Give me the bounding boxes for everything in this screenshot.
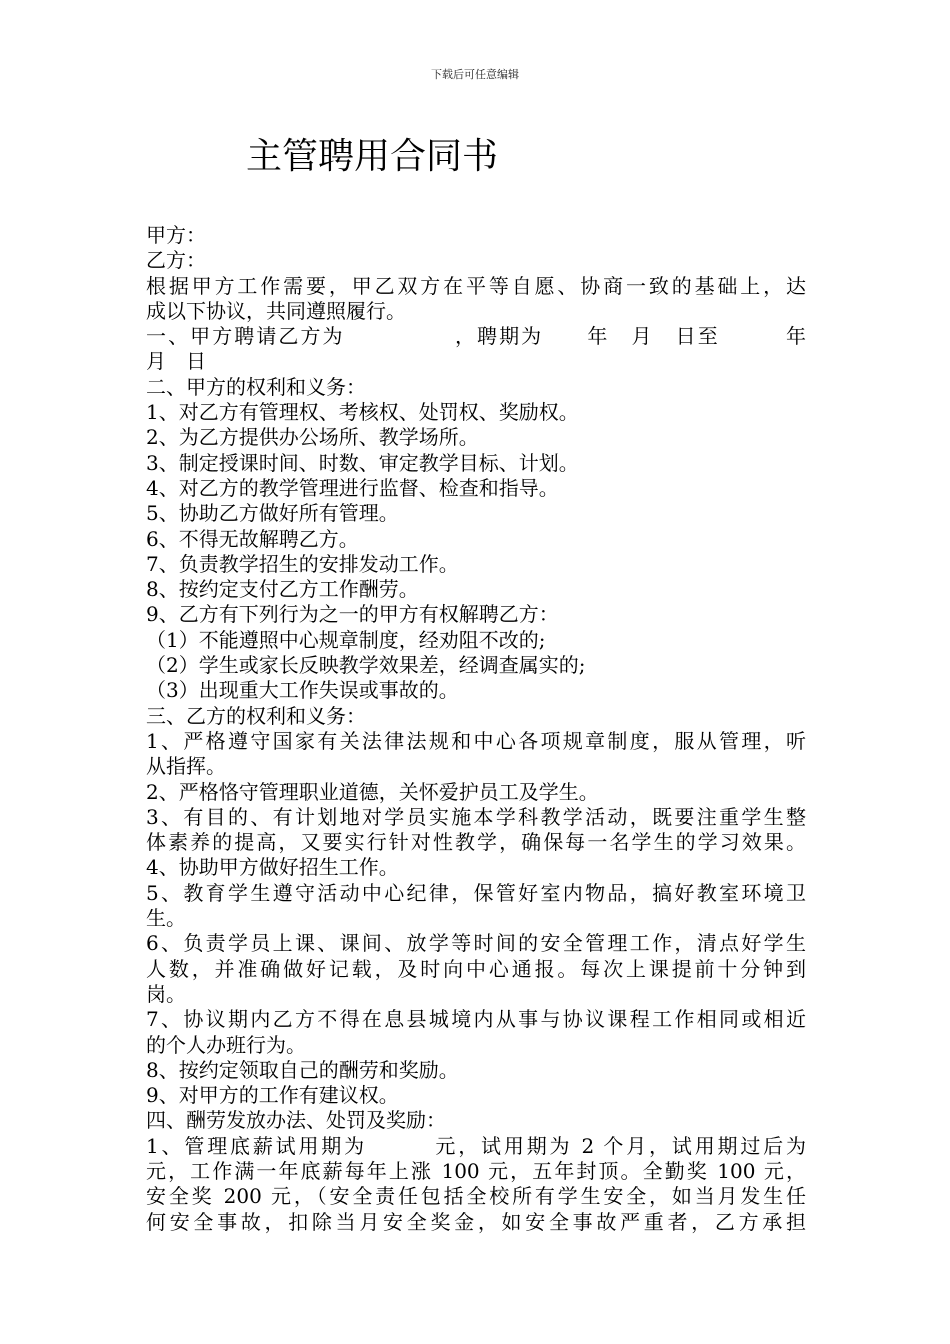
document-line: （2）学生或家长反映教学效果差，经调查属实的; <box>146 653 586 678</box>
document-line: 1、管理底薪试用期为 元，试用期为 2 个月，试用期过后为 <box>146 1133 806 1158</box>
document-title: 主管聘用合同书 <box>246 136 499 177</box>
document-line: 2、严格恪守管理职业道德，关怀爱护员工及学生。 <box>146 779 599 804</box>
document-line: 二、甲方的权利和义务： <box>146 374 366 399</box>
header-note: 下载后可任意编辑 <box>431 68 519 81</box>
document-line: 乙方： <box>146 248 206 273</box>
document-line: 5、教育学生遵守活动中心纪律，保管好室内物品，搞好教室环境卫 <box>146 880 806 905</box>
document-line: 7、负责教学招生的安排发动工作。 <box>146 551 459 576</box>
document-line: 1、严格遵守国家有关法律法规和中心各项规章制度，服从管理，听 <box>146 728 806 753</box>
document-line: 元，工作满一年底薪每年上涨 100 元，五年封顶。全勤奖 100 元， <box>146 1158 806 1183</box>
document-line: 体素养的提高，又要实行针对性教学，确保每一名学生的学习效果。 <box>146 830 806 855</box>
document-line: 月 日 <box>146 349 206 374</box>
document-line: 6、不得无故解聘乙方。 <box>146 526 359 551</box>
document-line: 成以下协议，共同遵照履行。 <box>146 298 406 323</box>
document-body <box>146 223 806 1235</box>
document-line: 5、协助乙方做好所有管理。 <box>146 501 399 526</box>
document-line: 4、协助甲方做好招生工作。 <box>146 855 399 880</box>
document-line: 安全奖 200 元，（安全责任包括全校所有学生安全，如当月发生任 <box>146 1184 806 1209</box>
document-line: 9、乙方有下列行为之一的甲方有权解聘乙方： <box>146 602 559 627</box>
document-line: 何安全事故，扣除当月安全奖金，如安全事故严重者，乙方承担 <box>146 1209 806 1234</box>
document-line: 四、酬劳发放办法、处罚及奖励： <box>146 1108 446 1133</box>
document-line: 岗。 <box>146 981 186 1006</box>
document-line: （1）不能遵照中心规章制度，经劝阻不改的; <box>146 627 546 652</box>
document-line: （3）出现重大工作失误或事故的。 <box>146 678 459 703</box>
document-line: 根据甲方工作需要，甲乙双方在平等自愿、协商一致的基础上，达 <box>146 273 806 298</box>
document-line: 的个人办班行为。 <box>146 1032 306 1057</box>
document-line: 3、制定授课时间、时数、审定教学目标、计划。 <box>146 450 579 475</box>
document-line: 甲方： <box>146 223 206 247</box>
document-line: 三、乙方的权利和义务： <box>146 703 366 728</box>
document-line: 人数，并准确做好记载，及时向中心通报。每次上课提前十分钟到 <box>146 956 806 981</box>
document-line: 8、按约定领取自己的酬劳和奖励。 <box>146 1057 459 1082</box>
document-line: 8、按约定支付乙方工作酬劳。 <box>146 577 419 602</box>
document-line: 7、协议期内乙方不得在息县城境内从事与协议课程工作相同或相近 <box>146 1007 806 1032</box>
document-line: 2、为乙方提供办公场所、教学场所。 <box>146 425 479 450</box>
document-line: 6、负责学员上课、课间、放学等时间的安全管理工作，清点好学生 <box>146 931 806 956</box>
document-line: 1、对乙方有管理权、考核权、处罚权、奖励权。 <box>146 400 579 425</box>
document-line: 9、对甲方的工作有建议权。 <box>146 1083 399 1108</box>
document-line: 从指挥。 <box>146 754 226 779</box>
document-line: 4、对乙方的教学管理进行监督、检查和指导。 <box>146 475 559 500</box>
document-line: 3、有目的、有计划地对学员实施本学科教学活动，既要注重学生整 <box>146 804 806 829</box>
document-line: 一、甲方聘请乙方为 ，聘期为 年 月 日至 年 <box>146 324 806 349</box>
document-line: 生。 <box>146 906 186 931</box>
